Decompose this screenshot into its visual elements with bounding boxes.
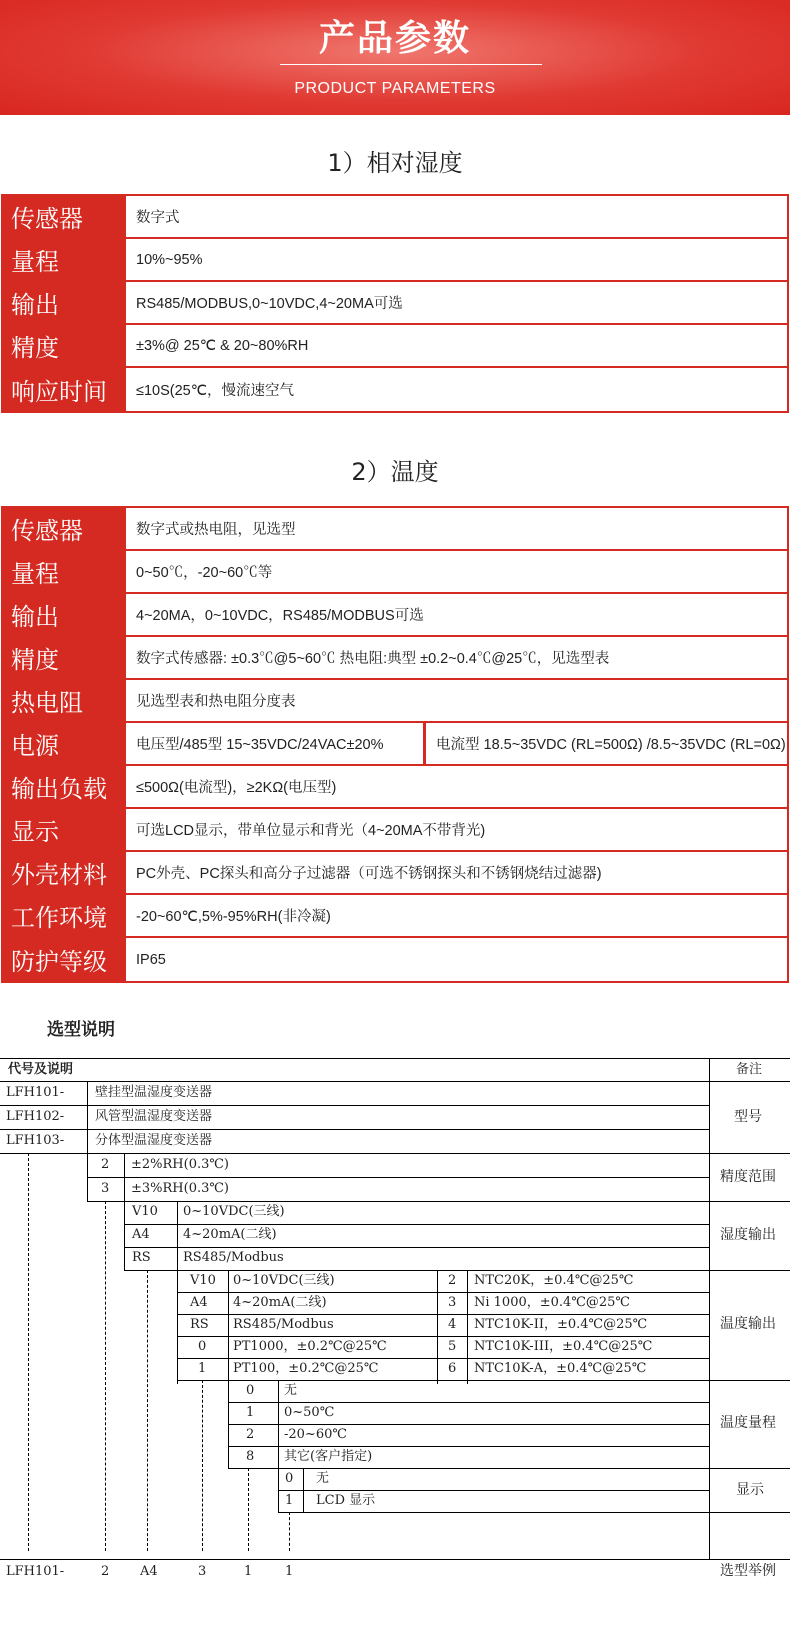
model-desc: 风管型温湿度变送器 [95, 1109, 213, 1124]
note-temp-output: 温度输出 [720, 1316, 776, 1332]
note-hum-output: 湿度输出 [720, 1227, 776, 1243]
model-desc: 壁挂型温湿度变送器 [95, 1085, 213, 1100]
param-row [3, 680, 787, 723]
selection-diagram [0, 1058, 790, 1631]
model-desc: 分体型温湿度变送器 [95, 1133, 213, 1148]
temp-output-code2: 3 [448, 1295, 457, 1310]
temp-range-code: 0 [246, 1383, 255, 1398]
rule-line [124, 1247, 709, 1248]
example-code: LFH101- [6, 1564, 65, 1579]
accuracy-code: 2 [101, 1157, 110, 1172]
humidity-param-table [1, 194, 789, 413]
param-row [3, 239, 787, 282]
banner-title: 产品参数 [318, 18, 471, 59]
rule-line [87, 1081, 88, 1153]
rule-line [177, 1314, 709, 1315]
example-code: A4 [140, 1564, 158, 1579]
display-code: 1 [285, 1493, 294, 1508]
temp-range-desc: 0~50℃ [284, 1405, 335, 1420]
temp-range-desc: 其它(客户指定) [284, 1449, 373, 1464]
rule-line [437, 1270, 438, 1384]
rule-line [87, 1201, 790, 1202]
param-label: 外壳材料 [3, 852, 126, 893]
param-value: RS485/MODBUS,0~10VDC,4~20MA可选 [126, 282, 787, 323]
temp-range-code: 2 [246, 1427, 255, 1442]
temp-range-code: 8 [246, 1449, 255, 1464]
param-row [3, 551, 787, 594]
temp-range-desc: 无 [284, 1383, 298, 1398]
temp-output-desc2: NTC10K-A，±0.4℃@25℃ [474, 1361, 647, 1376]
param-row [3, 196, 787, 239]
param-label: 输出 [3, 282, 126, 323]
hum-output-code: A4 [132, 1227, 150, 1242]
rule-line [467, 1270, 468, 1384]
param-value-current: 电流型 18.5~35VDC (RL=500Ω) /8.5~35VDC (RL=0Ω) [436, 737, 786, 753]
connector-line [28, 1153, 29, 1551]
note-display: 显示 [736, 1482, 764, 1498]
hum-output-desc: 0~10VDC(三线) [183, 1204, 285, 1219]
rule-line [177, 1380, 790, 1381]
temp-output-code2: 2 [448, 1273, 457, 1288]
param-row [3, 938, 787, 981]
rule-line [0, 1105, 709, 1106]
temp-output-desc: PT1000，±0.2℃@25℃ [233, 1339, 387, 1354]
temperature-param-table [1, 506, 789, 983]
hum-output-code: V10 [132, 1204, 158, 1219]
display-code: 0 [285, 1471, 294, 1486]
temp-output-code2: 5 [448, 1339, 457, 1354]
rule-line [228, 1468, 790, 1469]
param-label: 精度 [3, 325, 126, 366]
rule-line [228, 1446, 709, 1447]
humidity-section-title: 1）相对湿度 [327, 149, 463, 177]
param-row [3, 282, 787, 325]
param-label: 输出 [3, 594, 126, 635]
rule-line [0, 1153, 790, 1154]
param-value [126, 723, 787, 764]
rule-line [124, 1201, 125, 1271]
example-code: 1 [244, 1564, 253, 1579]
param-value: ±3%@ 25℃ & 20~80%RH [126, 325, 787, 366]
temp-output-code: RS [190, 1317, 209, 1332]
param-value-voltage: 电压型/485型 15~35VDC/24VAC±20% [126, 723, 426, 764]
rule-line [124, 1224, 709, 1225]
header-banner [0, 0, 790, 115]
hum-output-desc: 4~20mA(二线) [183, 1227, 277, 1242]
param-value: PC外壳、PC探头和高分子过滤器（可选不锈钢探头和不锈钢烧结过滤器) [126, 852, 787, 893]
param-row [3, 325, 787, 368]
rule-line [0, 1058, 790, 1059]
rule-line [228, 1424, 709, 1425]
param-value: IP65 [126, 938, 787, 981]
connector-line [105, 1201, 106, 1551]
temp-output-desc: RS485/Modbus [233, 1317, 334, 1332]
param-value: 0~50℃，-20~60℃等 [126, 551, 787, 592]
temp-output-code2: 6 [448, 1361, 457, 1376]
model-code: LFH101- [6, 1085, 65, 1100]
selection-heading: 选型说明 [47, 1020, 115, 1040]
param-value: 4~20MA，0~10VDC，RS485/MODBUS可选 [126, 594, 787, 635]
hum-output-desc: RS485/Modbus [183, 1250, 284, 1265]
note-temp-range: 温度量程 [720, 1415, 776, 1431]
display-desc: 无 [316, 1471, 330, 1486]
rule-line [177, 1336, 709, 1337]
temp-output-desc2: NTC10K-II，±0.4℃@25℃ [474, 1317, 648, 1332]
param-row [3, 723, 787, 766]
temp-output-desc: 0~10VDC(三线) [233, 1273, 335, 1288]
param-value: ≤10S(25℃，慢流速空气 [126, 368, 787, 411]
temp-output-desc: 4~20mA(二线) [233, 1295, 327, 1310]
connector-line [202, 1380, 203, 1551]
param-row [3, 637, 787, 680]
param-value: 数字式 [126, 196, 787, 237]
rule-line [124, 1270, 790, 1271]
param-label: 量程 [3, 551, 126, 592]
rule-line [0, 1129, 709, 1130]
rule-line [177, 1270, 178, 1384]
rule-line [177, 1358, 709, 1359]
temp-range-code: 1 [246, 1405, 255, 1420]
connector-line [248, 1468, 249, 1551]
connector-line [289, 1512, 290, 1551]
rule-line [87, 1177, 709, 1178]
banner-divider [280, 64, 542, 65]
note-accuracy: 精度范围 [720, 1169, 776, 1185]
param-row [3, 895, 787, 938]
temp-output-code: 1 [198, 1361, 207, 1376]
hum-output-code: RS [132, 1250, 151, 1265]
rule-line [709, 1058, 710, 1559]
accuracy-code: 3 [101, 1181, 110, 1196]
note-model: 型号 [734, 1109, 762, 1125]
param-value: 可选LCD显示，带单位显示和背光（4~20MA不带背光) [126, 809, 787, 850]
display-desc: LCD 显示 [316, 1493, 376, 1508]
param-row [3, 766, 787, 809]
param-value: ≤500Ω(电流型)，≥2KΩ(电压型) [126, 766, 787, 807]
param-label: 精度 [3, 637, 126, 678]
model-code: LFH103- [6, 1133, 65, 1148]
temp-output-desc2: Ni 1000，±0.4℃@25℃ [474, 1295, 630, 1310]
temp-output-code: V10 [190, 1273, 216, 1288]
param-value: 数字式传感器: ±0.3℃@5~60℃ 热电阻:典型 ±0.2~0.4℃@25℃，见选型表 [126, 637, 787, 678]
param-row [3, 809, 787, 852]
param-label: 输出负载 [3, 766, 126, 807]
param-row [3, 594, 787, 637]
connector-line [147, 1270, 148, 1551]
rule-line [228, 1270, 229, 1384]
temp-output-desc2: NTC20K，±0.4℃@25℃ [474, 1273, 634, 1288]
rule-line [278, 1490, 709, 1491]
param-label: 工作环境 [3, 895, 126, 936]
example-code: 1 [285, 1564, 294, 1579]
note-example: 选型举例 [720, 1563, 776, 1579]
param-value: -20~60℃,5%-95%RH(非冷凝) [126, 895, 787, 936]
temp-output-desc2: NTC10K-III，±0.4℃@25℃ [474, 1339, 653, 1354]
param-label: 响应时间 [3, 368, 126, 411]
rule-line [177, 1292, 709, 1293]
temp-output-code: 0 [198, 1339, 207, 1354]
param-value: 见选型表和热电阻分度表 [126, 680, 787, 721]
example-code: 2 [101, 1564, 110, 1579]
param-value: 10%~95% [126, 239, 787, 280]
temp-output-code: A4 [190, 1295, 208, 1310]
param-label: 传感器 [3, 508, 126, 549]
param-label: 显示 [3, 809, 126, 850]
param-label: 热电阻 [3, 680, 126, 721]
param-label: 防护等级 [3, 938, 126, 981]
rule-line [177, 1201, 178, 1271]
param-row [3, 852, 787, 895]
temp-output-desc: PT100，±0.2℃@25℃ [233, 1361, 379, 1376]
model-code: LFH102- [6, 1109, 65, 1124]
col-header-code: 代号及说明 [8, 1062, 74, 1077]
rule-line [278, 1512, 790, 1513]
rule-line [0, 1559, 790, 1560]
param-label: 电源 [3, 723, 126, 764]
col-header-note: 备注 [736, 1062, 763, 1077]
param-row [3, 368, 787, 411]
banner-subtitle: PRODUCT PARAMETERS [294, 80, 496, 97]
rule-line [0, 1081, 790, 1082]
accuracy-desc: ±2%RH(0.3℃) [131, 1157, 230, 1172]
param-label: 传感器 [3, 196, 126, 237]
param-row [3, 508, 787, 551]
temp-range-desc: -20~60℃ [284, 1427, 347, 1442]
temperature-section-title: 2）温度 [351, 458, 439, 486]
param-value: 数字式或热电阻，见选型 [126, 508, 787, 549]
rule-line [228, 1402, 709, 1403]
example-code: 3 [198, 1564, 207, 1579]
param-label: 量程 [3, 239, 126, 280]
temp-output-code2: 4 [448, 1317, 457, 1332]
accuracy-desc: ±3%RH(0.3℃) [131, 1181, 230, 1196]
